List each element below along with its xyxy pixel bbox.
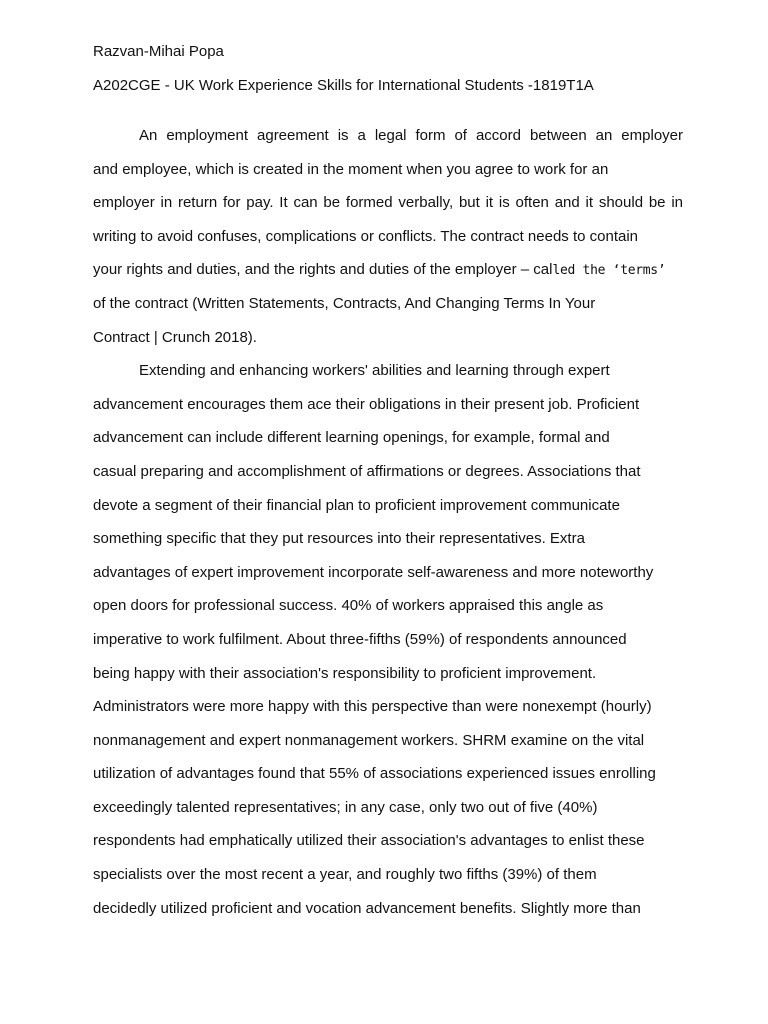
text-line [93, 295, 683, 329]
text-line-content: devote a segment of their financial plan to proficient improvement communicate [93, 496, 620, 514]
text-line [93, 161, 683, 195]
text-line-content: respondents had emphatically utilized their association's advantages to enlist these [93, 832, 645, 850]
author-name: Razvan-Mihai Popa [93, 43, 224, 60]
text-line-content: and employee, which is created in the moment when you agree to work for an [93, 160, 609, 178]
text-line-content: employer in return for pay. It can be formed verbally, but it is often and it should be in [93, 194, 683, 212]
text-line-content: advantages of expert improvement incorporate self-awareness and more noteworthy [93, 563, 654, 581]
text-line-content: something specific that they put resources into their representatives. Extra [93, 530, 585, 548]
text-line-content: imperative to work fulfilment. About three-fifths (59%) of respondents announced [93, 630, 627, 648]
text-line [93, 665, 683, 699]
text-line-content: advancement encourages them ace their obligations in their present job. Proficient [93, 395, 640, 413]
text-line [93, 497, 683, 531]
text-line [93, 194, 683, 228]
text-line [93, 530, 683, 564]
text-line [93, 765, 683, 799]
text-line-content: writing to avoid confuses, complications or conflicts. The contract needs to contain [93, 227, 639, 245]
text-line-content: specialists over the most recent a year, and roughly two fifths (39%) of them [93, 866, 597, 884]
text-line [93, 228, 683, 262]
text-line [93, 127, 683, 161]
text-line [93, 597, 683, 631]
text-line-content: Contract | Crunch 2018). [93, 328, 257, 346]
text-line [93, 866, 683, 900]
text-line-content: nonmanagement and expert nonmanagement workers. SHRM examine on the vital [93, 731, 645, 749]
essay-body [93, 127, 683, 933]
text-line [93, 564, 683, 598]
text-line [93, 900, 683, 934]
text-line-content: casual preparing and accomplishment of affirmations or degrees. Associations that [93, 462, 641, 480]
text-line [93, 463, 683, 497]
text-line [93, 698, 683, 732]
text-line-tail: led the ‘terms’ [552, 263, 666, 279]
text-line [93, 261, 683, 295]
text-line-content: being happy with their association's responsibility to proficient improvement. [93, 664, 597, 682]
text-line-content: Administrators were more happy with this perspective than were nonexempt (hourly) [93, 698, 652, 716]
course-title: A202CGE - UK Work Experience Skills for International Students -1819T1A [93, 77, 594, 94]
text-line-content: utilization of advantages found that 55% of associations experienced issues enrolling [93, 765, 656, 783]
text-line [93, 832, 683, 866]
text-line-content: An employment agreement is a legal form of accord between an employer [139, 127, 683, 144]
text-line [93, 429, 683, 463]
text-line-content: exceedingly talented representatives; in any case, only two out of five (40%) [93, 798, 598, 816]
text-line [93, 631, 683, 665]
text-line [93, 329, 683, 363]
text-line-content: decidedly utilized proficient and vocation advancement benefits. Slightly more than [93, 899, 641, 917]
text-line-content: advancement can include different learning openings, for example, formal and [93, 429, 610, 447]
text-line [93, 396, 683, 430]
text-line [93, 362, 683, 396]
text-line-content: open doors for professional success. 40% of workers appraised this angle as [93, 597, 604, 615]
text-line-content: Extending and enhancing workers' abilities and learning through expert [139, 362, 610, 380]
text-line [93, 732, 683, 766]
text-line [93, 799, 683, 833]
text-line-content: of the contract (Written Statements, Contracts, And Changing Terms In Your [93, 294, 596, 312]
text-line-content: your rights and duties, and the rights and duties of the employer – cal [93, 261, 553, 279]
